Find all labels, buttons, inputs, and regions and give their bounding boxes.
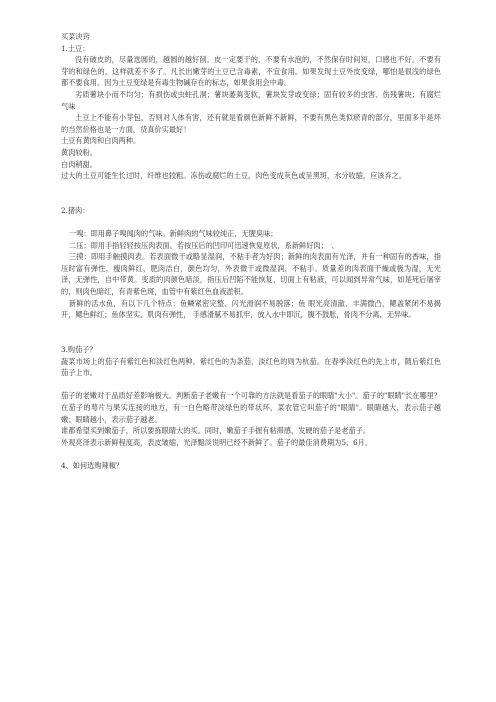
paragraph: 外观亮泽表示新鲜程度高，表皮皱缩、光泽黯淡说明已经不新鲜了。茄子的最佳消费期为5、6月。 — [61, 437, 373, 447]
paragraph: 土豆上不能有小芽包，否则对人体有害，还有就是看颜色新鲜不新鲜，不要有黑色类似瘀青的部分，里面多半是坏的当然价格也是一方面，货真价实最好！ — [61, 113, 441, 134]
section-heading-pork: 2.猪肉： — [61, 205, 90, 215]
text-line: 土豆有黄肉和白肉两种。 — [61, 136, 141, 146]
paragraph: 新鲜的活水鱼，有以下几个特点：鱼鳞紧密完整、闪光滑润不易脱落；鱼 眼光亮清澈、丰满微凸，鳃盖紧闭不易揭开，鳃色鲜红；鱼体坚实，肌肉有弹性， 手感滑腻不易抓牢，放入水中即沉，腹不鼓胀，骨肉不分离，无异味。 — [61, 298, 441, 320]
section-heading-pepper: 4、如何选购辣椒？ — [61, 460, 124, 470]
section-heading-potato: 1.土豆： — [61, 43, 90, 53]
spacer — [61, 193, 441, 205]
document-title: 买菜诀窍 — [61, 32, 90, 41]
spacer — [61, 321, 441, 333]
section-heading-eggplant: 3.购茄子？ — [61, 345, 97, 355]
paragraph: 一嗅：即用鼻子嗅闻肉的气味。新鲜肉的气味较纯正，无腥臭味； — [69, 229, 278, 239]
paragraph: 没有破皮的，尽量选圆的，越圆的越好削。皮一定要干的，不要有水泡的，不然保存时间短，口感也不好。不要有芽的和绿色的，这样就差不多了。凡长出嫩芽的土豆已含毒素，不宜食用。如果发现土豆外皮变绿，哪怕是很浅的绿色都不要食用。因为土豆变绿是有毒生物碱存在的标志，如果食用会中毒。 — [61, 55, 441, 88]
spacer — [61, 448, 441, 460]
spacer — [61, 217, 441, 229]
text-line: 白肉稍甜。 — [61, 159, 97, 169]
text-line: 黄肉较粉。 — [61, 147, 97, 157]
paragraph: 二压：即用手指轻轻按压肉表面。若按压后的凹印可迅速恢复原状，系新鲜好肉； 、 — [69, 240, 339, 250]
paragraph: 蔬菜市场上的茄子有紫红色和淡红色两种。紫红色的为条茄，淡红色的则为杭茄。在春季淡红色的先上市，随后紫红色茄子上市。 — [61, 356, 441, 378]
spacer — [61, 182, 441, 194]
paragraph: 三摸：即用手触摸肉表。若表面微干或略显湿润，不粘手者为好肉；新鲜的肉表面有光泽，并有一种固有的香味，指压时富有弹性，瘦肉鲜红，肥肉洁白，颜色均匀，外表微干或微湿润，不粘手。质量差的肉表面干燥或极为湿，无光泽，无弹性，自中带黄。变质的肉颜色暗淡，指压后凹陷不能恢复，切面上有粘液，可以闻到异常气味，如是死后屠宰的，则肉色暗红，有青紫色斑，血管中有紫红色血液淤积。 — [61, 252, 441, 297]
paragraph: 茄子的老嫩对于品质好差影响极大。判断茄子老嫩有一个可靠的方法就是看茄子的眼睛"大小"。茄子的"眼睛"长在哪里？在茄子的萼片与果实连接的地方，有一白色略带淡绿色的带状环，菜农管它叫茄子的"眼睛"。眼睛越大，表示茄子越嫩；眼睛越小，表示茄子越老。 — [61, 391, 441, 424]
document-body — [61, 31, 441, 472]
paragraph: 劣质薯块小而不均匀；有损伤或虫蛀孔洞；薯块萎蔫变软，薯块发芽或变绿；固有较多的虫害、伤残薯块；有腐烂气味 — [61, 89, 441, 111]
text-line: 过大的土豆可能生长过时，纤维也较粗。冻伤或腐烂的土豆，肉色变成灰色或呈黑斑，水分收缩，应该弃之。 — [61, 171, 407, 181]
spacer — [61, 379, 441, 391]
spacer — [61, 332, 441, 344]
paragraph: 谁都希望买到嫩茄子，所以要拣眼睛大的买。同时，嫩茄子手握有粘滞感，发硬的茄子是老茄子。 — [61, 426, 371, 436]
